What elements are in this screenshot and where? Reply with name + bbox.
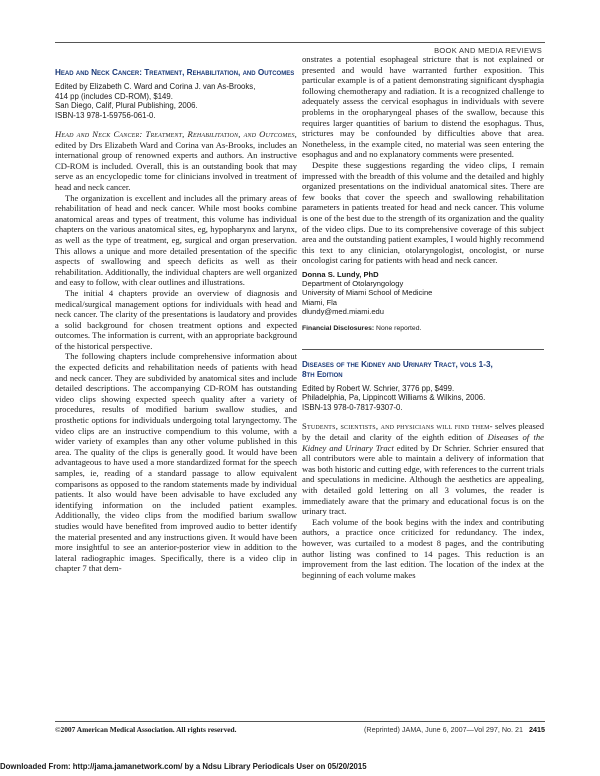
lead-in-small-caps: Students, scientists, and physicians will find them- bbox=[302, 421, 493, 432]
reviewer-signature bbox=[302, 270, 544, 316]
review1-paragraph-1 bbox=[55, 129, 297, 193]
citation-text: (Reprinted) JAMA, June 6, 2007—Vol 297, No. 21 bbox=[363, 725, 523, 734]
copyright-notice: ©2007 American Medical Association. All rights reserved. bbox=[55, 725, 237, 734]
financial-disclosure bbox=[302, 324, 544, 335]
biblio-line: 414 pp (includes CD-ROM), $149. bbox=[55, 91, 173, 101]
section-divider bbox=[302, 349, 544, 350]
paragraph-text: edited by Drs Elizabeth Ward and Corina van As-Brooks, includes an international group of renowned experts and authors. An instructive CD-ROM is included. Overall, this is an outstanding book that may serve as an encyclopedic tome for clinicians involved in treatment of head and neck cancer. bbox=[55, 139, 297, 192]
biblio-line: ISBN-13 978-0-7817-9307-0. bbox=[302, 402, 403, 412]
page-number: 2415 bbox=[529, 725, 545, 734]
review2-paragraph-1 bbox=[302, 421, 544, 516]
review1-paragraph-3: The initial 4 chapters provide an overview of diagnosis and medical/surgical management options for individuals with head and neck cancer. The clarity of the presentations is laudatory and provides a solid background for chosen treatment options and expected outcomes. The information is current, with an appropriate background of the historical perspective. bbox=[55, 287, 297, 351]
review1-paragraph-5: onstrates a potential esophageal stricture that is not explained or presented and would have warranted further exposition. This particular example is of a patient demonstrating significant dysphagia following chemotherapy and radiation. It is a recognized challenge to adequately assess the cervical esophagus in individuals with severe problems in the oropharyngeal phases of the swallow, because this requires larger quantities of barium to distend the esophagus. Thus, strictures may be confounded by difficulties above that area. Nonetheless, in the example cited, no material was seen entering the esophagus and and no explanatory comments were presented. bbox=[302, 54, 544, 160]
review-title-head-neck: Head and Neck Cancer: Treatment, Rehabilitation, and Outcomes bbox=[55, 68, 295, 77]
biblio-line: Philadelphia, Pa, Lippincott Williams & Wilkins, 2006. bbox=[302, 393, 486, 403]
download-notice: Downloaded From: http://jama.jamanetwork.com/ by a Ndsu Library Periodicals User on 05/20/2015 bbox=[0, 762, 367, 771]
biblio-line: San Diego, Calif, Plural Publishing, 2006. bbox=[55, 101, 198, 110]
bibliographic-info-1 bbox=[55, 82, 297, 120]
review2-paragraph-2: Each volume of the book begins with the index and contributing authors, a practice once criticized for redundancy. The index, however, was curtailed to a modest 8 pages, and the contributing author listing was confined to 14 pages. This reduction is an improvement from the last edition. The location of the index at the beginning of each volume makes bbox=[302, 516, 544, 580]
disclosure-text: None reported. bbox=[374, 325, 422, 333]
bibliographic-info-2 bbox=[302, 384, 544, 413]
top-rule bbox=[55, 42, 545, 43]
review-title-line: Diseases of the Kidney and Urinary Tract, vols 1-3, bbox=[302, 359, 493, 369]
reviewer-name: Donna S. Lundy, PhD bbox=[302, 269, 379, 279]
review1-paragraph-2: The organization is excellent and includes all the primary areas of rehabilitation of head and neck cancer. While most books combine anatomical areas and types of treatment, this volume has individual chapters on the various anatomical sites, eg, hypopharynx and larynx, as well as the type of treatment, eg, surgical and organ preservation. This allows a unique and more detailed presentation of the specific aspects of swallowing and speech deficits as well as their rehabilitation. Additionally, the individual chapters are well organized and easy to follow, with clear outlines and illustrations. bbox=[55, 192, 297, 288]
biblio-line: Edited by Robert W. Schrier, 3776 pp, $499. bbox=[302, 383, 455, 393]
reviewer-affiliation: University of Miami School of Medicine bbox=[302, 288, 433, 298]
biblio-line: Edited by Elizabeth C. Ward and Corina J. van As-Brooks, bbox=[55, 82, 256, 91]
disclosure-label: Financial Disclosures: bbox=[302, 325, 375, 333]
biblio-line: ISBN-13 978-1-59756-061-0. bbox=[55, 110, 156, 120]
left-column bbox=[55, 68, 297, 574]
review-title-kidney bbox=[302, 360, 544, 380]
reviewer-email[interactable]: dlundy@med.miami.edu bbox=[302, 307, 384, 317]
reviewer-location: Miami, Fla bbox=[302, 297, 338, 307]
paragraph-text: selves pleased by the detail and clarity of the eighth edition of bbox=[302, 421, 544, 443]
paragraph-text: edited by Dr Schrier. Schrier ensured that all contributors were able to maintain a delivery of information that was both historic and cutting edge, with references to the current trials and speculations in medicine. Although the aesthetics are appealing, with detailed gold lettering on all 3 volumes, the reader is immediately aware that the primary and educational focus is on the urinary tract. bbox=[302, 442, 544, 517]
review-title-line: 8th Edition bbox=[302, 369, 343, 379]
book-title-italic: Head and Neck Cancer: Treatment, Rehabilitation, and Outcomes, bbox=[55, 129, 297, 139]
bottom-rule bbox=[55, 721, 545, 722]
reviewer-affiliation: Department of Otolaryngology bbox=[302, 279, 404, 289]
book-title-italic: Diseases of the Kidney and Urinary Tract bbox=[302, 432, 544, 453]
review1-paragraph-6: Despite these suggestions regarding the video clips, I remain impressed with the breadth of this volume and the detailed and highly organized presentations on the individual anatomical sites. There are few books that cover the speech and swallowing rehabilitation parameters in patients treated for head and neck cancer. This volume is one of the best due to the strength of its organization and the quality of the video clips. Due to its comprehensive coverage of this subject area and the outstanding patient examples, I would highly recommend this text to any clinician, otolaryngologist, oncologist, or nurse oncologist caring for patients with head and neck cancer. bbox=[302, 159, 544, 266]
journal-citation bbox=[364, 725, 545, 734]
right-column bbox=[302, 54, 544, 580]
review1-paragraph-4: The following chapters include comprehensive information about the expected deficits and rehabilitation needs of patients with head and neck cancer. They are subdivided by anatomical sites and include detailed descriptions. The accompanying CD-ROM has outstanding video clips showing expected speech quality after a variety of procedures, results of modified barium swallow studies, and prosthetic options for individuals undergoing total laryngectomy. The video clips are an instructive compendium to this volume, with a wider variety of examples than any other volume published in this area. The quality of the clips is generally good. It would have been advantageous to have used a more standardized format for the speech samples, ie, reading of a standard passage to allow equivalent comparisons as opposed to the random statements made by individual patients. It also would have been advisable to have excluded any identifying information on the included patient examples. Additionally, the video clips from the modified barium swallow studies would have benefited from improved audio to better identify the material presented and any instructions given. It would have been more insightful to see an anterior-posterior view in addition to the lateral radiographic images. Specifically, there is a video clip in chapter 7 that dem- bbox=[55, 351, 297, 574]
section-header: BOOK AND MEDIA REVIEWS bbox=[434, 46, 542, 55]
